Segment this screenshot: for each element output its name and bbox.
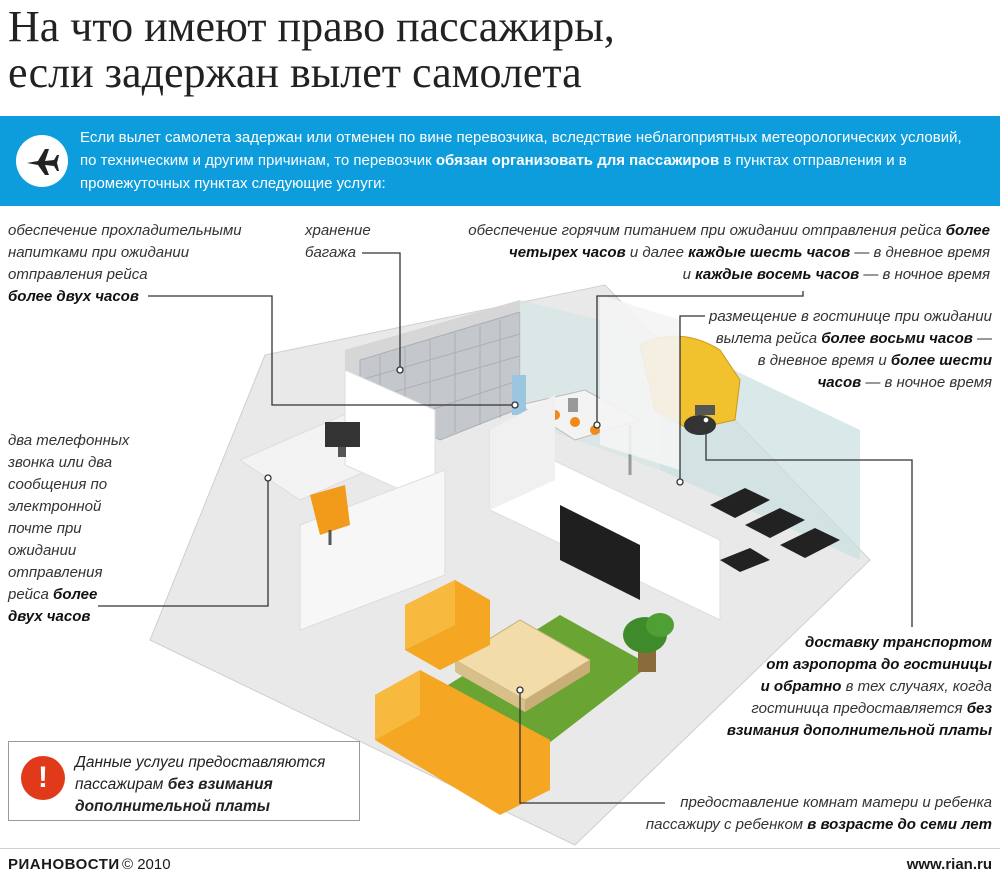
copyright-year: © 2010 [122, 856, 171, 873]
note-phone: два телефонных звонка или два сообщения по электронной почте при ожидании отправления рейса более двух часов [8, 432, 130, 625]
free-services-box [8, 741, 360, 821]
exclamation-icon: ! [21, 756, 65, 800]
title-line-2: если задержан вылет самолета [8, 48, 582, 97]
free-services-text: Данные услуги предоставляются пассажирам без взимания дополнительной платы [75, 754, 326, 815]
note-hot-food: обеспечение горячим питанием при ожидании отправления рейса более четырех часов и далее каждые шесть часов — в дневное время и каждые восемь часов — в ночное время [468, 222, 990, 283]
note-transport: доставку транспортом от аэропорта до гостиницы и обратно в тех случаях, когда гостиница предоставляется без взимания дополнительной платы [726, 634, 992, 739]
site-link[interactable]: www.rian.ru [906, 856, 992, 873]
banner-text: Если вылет самолета задержан или отменен по вине перевозчика, вследствие неблагоприятных метеорологических условий, по техническим и другим причинам, то перевозчик обязан организовать для пассажиров в пунктах отправления и в промежуточных пунктах следующие услуги: [80, 129, 962, 192]
note-luggage: хранение багажа [305, 222, 371, 261]
note-mother-child: предоставление комнат матери и ребенка пассажиру с ребенком в возрасте до семи лет [645, 794, 992, 833]
note-hotel: размещение в гостинице при ожидании вылета рейса более восьми часов — в дневное время и более шести часов — в ночное время [709, 308, 992, 391]
note-drinks: обеспечение прохладительными напитками при ожидании отправления рейса более двух часов [8, 222, 242, 305]
title-line-1: На что имеют право пассажиры, [8, 2, 615, 51]
brand-logo[interactable]: РИАНОВОСТИ [8, 856, 120, 873]
water-cooler [512, 375, 526, 415]
footer-divider [0, 848, 1000, 849]
